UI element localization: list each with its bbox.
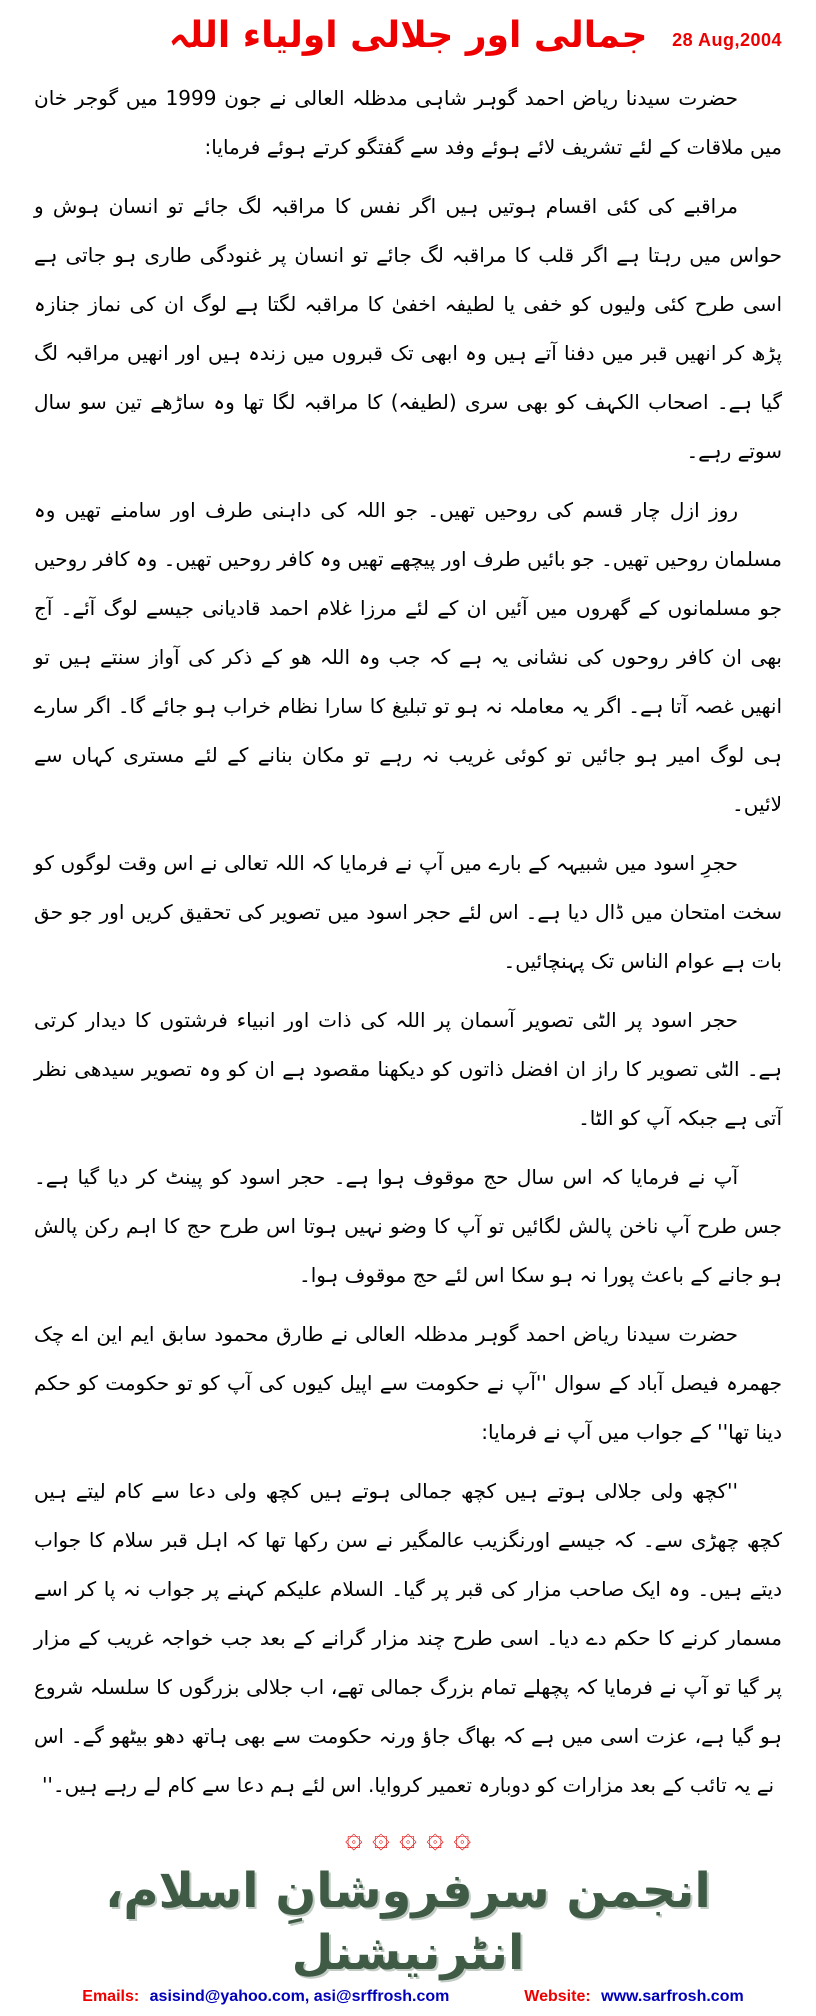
ornament-star-icon: ۞ bbox=[426, 1820, 444, 1855]
paragraph-hajr-aswad-test: حجرِ اسود میں شبیہہ کے بارے میں آپ نے فرمایا کہ اللہ تعالی نے اس وقت لوگوں کو سخت امتحان میں ڈال دیا ہے۔ اس لئے حجر اسود میں تصویر کی تحقیق کریں اور جو حق بات ہے عوام الناس تک پہنچائیں۔ bbox=[34, 851, 782, 973]
article-body bbox=[34, 74, 782, 1810]
paragraph-question: حضرت سیدنا ریاض احمد گوہر مدظلہ العالی نے طارق محمود سابق ایم این اے چک جھمرہ فیصل آباد کے سوال ''آپ نے حکومت سے اپیل کیوں کی آپ کو تو حکومت کو حکم دینا تھا'' کے جواب میں آپ نے فرمایا: bbox=[34, 1322, 782, 1444]
ornament-star-icon: ۞ bbox=[344, 1820, 363, 1855]
date-label: 28 Aug,2004 bbox=[672, 30, 782, 50]
document-header bbox=[34, 6, 782, 74]
paragraph-intro: حضرت سیدنا ریاض احمد گوہر شاہی مدظلہ العالی نے جون 1999 میں گوجر خان میں ملاقات کے لئے تشریف لائے ہوئے وفد سے گفتگو کرتے ہوئے فرمایا: bbox=[34, 86, 782, 159]
ornament-star-icon: ۞ bbox=[399, 1820, 417, 1855]
ornament-row bbox=[34, 1820, 782, 1856]
contact-footer bbox=[34, 1988, 782, 2006]
page-title: جمالی اور جلالی اولیاء اللہ bbox=[168, 15, 648, 56]
email-links[interactable]: asisind@yahoo.com, asi@srffrosh.com bbox=[149, 1988, 450, 2005]
paragraph-muraqaba: مراقبے کی کئی اقسام ہوتیں ہیں اگر نفس کا مراقبہ لگ جائے تو انسان ہوش و حواس میں رہتا ہے اگر قلب کا مراقبہ لگ جائے تو انسان پر غنودگی طاری ہو جاتی ہے اسی طرح کئی ولیوں کو خفی یا لطیفہ اخفیٰ کا مراقبہ لگتا ہے لوگ ان کی نماز جنازہ پڑھ کر انھیں قبر میں دفنا آتے ہیں وہ ابھی تک قبروں میں زندہ ہیں اور انھیں مراقبہ لگ گیا ہے۔ اصحاب الکہف کو بھی سری (لطیفہ) کا مراقبہ لگا تھا وہ ساڑھے تین سو سال سوتے رہے۔ bbox=[34, 194, 782, 463]
website-link[interactable]: www.sarfrosh.com bbox=[601, 1988, 744, 2005]
ornament-star-icon: ۞ bbox=[372, 1820, 390, 1855]
paragraph-answer-quote: ''کچھ ولی جلالی ہوتے ہیں کچھ جمالی ہوتے ہیں کچھ ولی دعا سے کام لیتے ہیں کچھ چھڑی سے۔ کہ جیسے اورنگزیب عالمگیر نے سن رکھا تھا کہ اہل قبر سلام کا جواب دیتے ہیں۔ وہ ایک صاحب مزار کی قبر پر گیا۔ السلام علیکم کہنے پر جواب نہ پا کر اسے مسمار کرنے کا حکم دے دیا۔ اسی طرح چند مزار گرانے کے بعد جب خواجہ غریب کے مزار پر گیا تو آپ نے فرمایا کہ پچھلے تمام بزرگ جمالی تھے، اب جلالی بزرگوں کا سلسلہ شروع ہو گیا ہے، عزت اسی میں ہے کہ بھاگ جاؤ ورنہ حکومت سے بھی ہاتھ دھو بیٹھو گے۔ اس نے یہ تائب کے بعد مزارات کو دوبارہ تعمیر کروایا. اس لئے ہم دعا سے کام لے رہے ہیں۔'' bbox=[34, 1479, 782, 1797]
organization-name: انجمن سرفروشانِ اسلام، انٹرنیشنل bbox=[105, 1863, 711, 1981]
website-label: Website: bbox=[524, 1988, 591, 2005]
paragraph-souls: روز ازل چار قسم کی روحیں تھیں۔ جو اللہ کی داہنی طرف اور سامنے تھیں وہ مسلمان روحیں تھیں۔ جو بائیں طرف اور پیچھے تھیں وہ کافر روحیں تھیں۔ وہ کافر روحیں جو مسلمانوں کے گھروں میں آئیں ان کے لئے مرزا غلام احمد قادیانی جیسے لوگ آئے۔ آج بھی ان کافر روحوں کی نشانی یہ ہے کہ جب وہ اللہ ھو کے ذکر کی آواز سنتے ہیں تو انھیں غصہ آتا ہے۔ اگر یہ معاملہ نہ ہو تو تبلیغ کا سارا نظام خراب ہو جائے گا۔ اگر سارے ہی لوگ امیر ہو جائیں تو کوئی غریب نہ رہے تو مکان بنانے کے لئے مستری کہاں سے لائیں۔ bbox=[34, 498, 782, 816]
ornament-star-icon: ۞ bbox=[453, 1820, 472, 1855]
paragraph-hajj-suspended: آپ نے فرمایا کہ اس سال حج موقوف ہوا ہے۔ حجر اسود کو پینٹ کر دیا گیا ہے۔ جس طرح آپ ناخن پالش لگائیں تو آپ کا وضو نہیں ہوتا اس طرح حج کا اہم رکن پالش ہو جانے کے باعث پورا نہ ہو سکا اس لئے حج موقوف ہوا۔ bbox=[34, 1165, 782, 1287]
paragraph-inverted-image: حجر اسود پر الٹی تصویر آسمان پر اللہ کی ذات اور انبیاء فرشتوں کا دیدار کرتی ہے۔ الٹی تصویر کا راز ان افضل ذاتوں کو دیکھنا مقصود ہے ان کو وہ تصویر سیدھی نظر آتی ہے جبکہ آپ کو الٹا۔ bbox=[34, 1008, 782, 1130]
emails-label: Emails: bbox=[82, 1988, 140, 2005]
